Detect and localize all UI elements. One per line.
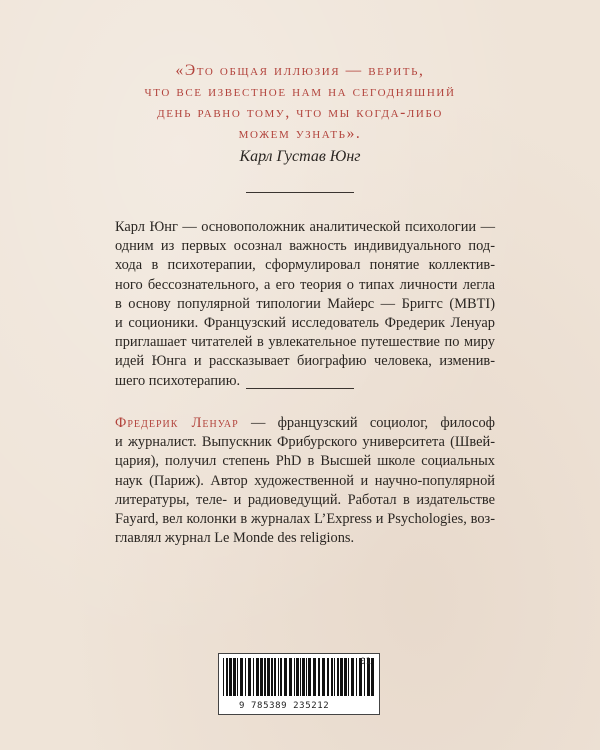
description-line: хода в психотерапии, сформулировал понятие коллектив- (115, 257, 495, 274)
barcode-bar (296, 658, 299, 696)
description-line: ного бессознательного, а его теория о типах личности легла (115, 276, 495, 293)
bio-line: наук (Париж). Автор художественной и научно-популярной (115, 472, 495, 489)
barcode-bar (334, 658, 335, 696)
barcode-bar (264, 658, 266, 696)
barcode-bar (233, 658, 236, 696)
barcode-bars (223, 658, 377, 702)
isbn-barcode (218, 653, 380, 715)
barcode-bar (302, 658, 305, 696)
barcode-bar (223, 658, 224, 696)
barcode-bar (306, 658, 307, 696)
quote-line: что все известное нам на сегодняшний (144, 83, 456, 100)
author-name: Фредерик Ленуар (115, 415, 239, 431)
quote-author: Карл Густав Юнг (239, 148, 361, 165)
description-line: одним из первых осознал важность индивидуального под- (115, 238, 495, 255)
barcode-bar (245, 658, 246, 696)
barcode-bar (284, 658, 287, 696)
divider-bottom (246, 388, 354, 389)
description-line: шего психотерапию. (115, 372, 241, 389)
barcode-bar (313, 658, 316, 696)
description-line: в основу популярной типологии Майерс — Бриггс (MBTI) (115, 295, 495, 312)
barcode-bar (340, 658, 343, 696)
bio-first-line-rest: — французский социолог, философ (238, 415, 495, 431)
bio-line: главлял журнал Le Monde des religions. (115, 530, 355, 547)
book-description (115, 218, 495, 391)
barcode-bar (267, 658, 270, 696)
barcode-bar (256, 658, 259, 696)
barcode-bar (237, 658, 238, 696)
barcode-bar (371, 658, 374, 696)
barcode-bar (289, 658, 292, 696)
divider-top (246, 192, 354, 193)
description-line: и соционики. Французский исследователь Фредерик Ленуар (115, 315, 495, 332)
barcode-bar (260, 658, 263, 696)
barcode-bar (294, 658, 295, 696)
bio-line: и журналист. Выпускник Фрибурского университета (Швей- (115, 434, 495, 451)
barcode-bar (253, 658, 254, 696)
barcode-digits: 9 785389 235212 (239, 701, 330, 711)
quote-line: «Это общая иллюзия — верить, (175, 62, 425, 79)
bio-line: литературы, теле- и радиоведущий. Работал в издательстве (115, 491, 495, 508)
barcode-bar (356, 658, 357, 696)
bio-line: цария), получил степень PhD в Высшей школе социальных (115, 453, 495, 470)
barcode-bar (327, 658, 329, 696)
quote-line: можем узнать». (238, 125, 362, 142)
barcode-bar (280, 658, 282, 696)
bio-line (115, 414, 495, 433)
bio-line: Fayard, вел колонки в журналах L’Express и Psychologies, воз- (115, 511, 495, 528)
barcode-bar (318, 658, 320, 696)
author-bio (115, 414, 495, 548)
barcode-bar (351, 658, 354, 696)
quote-line: день равно тому, что мы когда-либо (157, 104, 443, 121)
barcode-bar (331, 658, 333, 696)
barcode-bar (322, 658, 325, 696)
barcode-bar (271, 658, 273, 696)
description-line: приглашает читателей в увлекательное путешествие по миру (115, 334, 495, 351)
barcode-bar (308, 658, 311, 696)
barcode-bar (229, 658, 232, 696)
barcode-bar (226, 658, 228, 696)
barcode-bar (300, 658, 301, 696)
description-line: Карл Юнг — основоположник аналитической психологии — (115, 219, 495, 235)
barcode-bar (248, 658, 251, 696)
barcode-bar (278, 658, 279, 696)
epigraph-quote (0, 60, 600, 144)
barcode-bar (344, 658, 347, 696)
description-line: идей Юнга и рассказывает биографию человека, изменив- (115, 353, 495, 370)
barcode-bar (274, 658, 276, 696)
barcode-bar (337, 658, 339, 696)
barcode-bar (240, 658, 243, 696)
barcode-addon: 01 (360, 657, 371, 667)
barcode-bar (348, 658, 349, 696)
